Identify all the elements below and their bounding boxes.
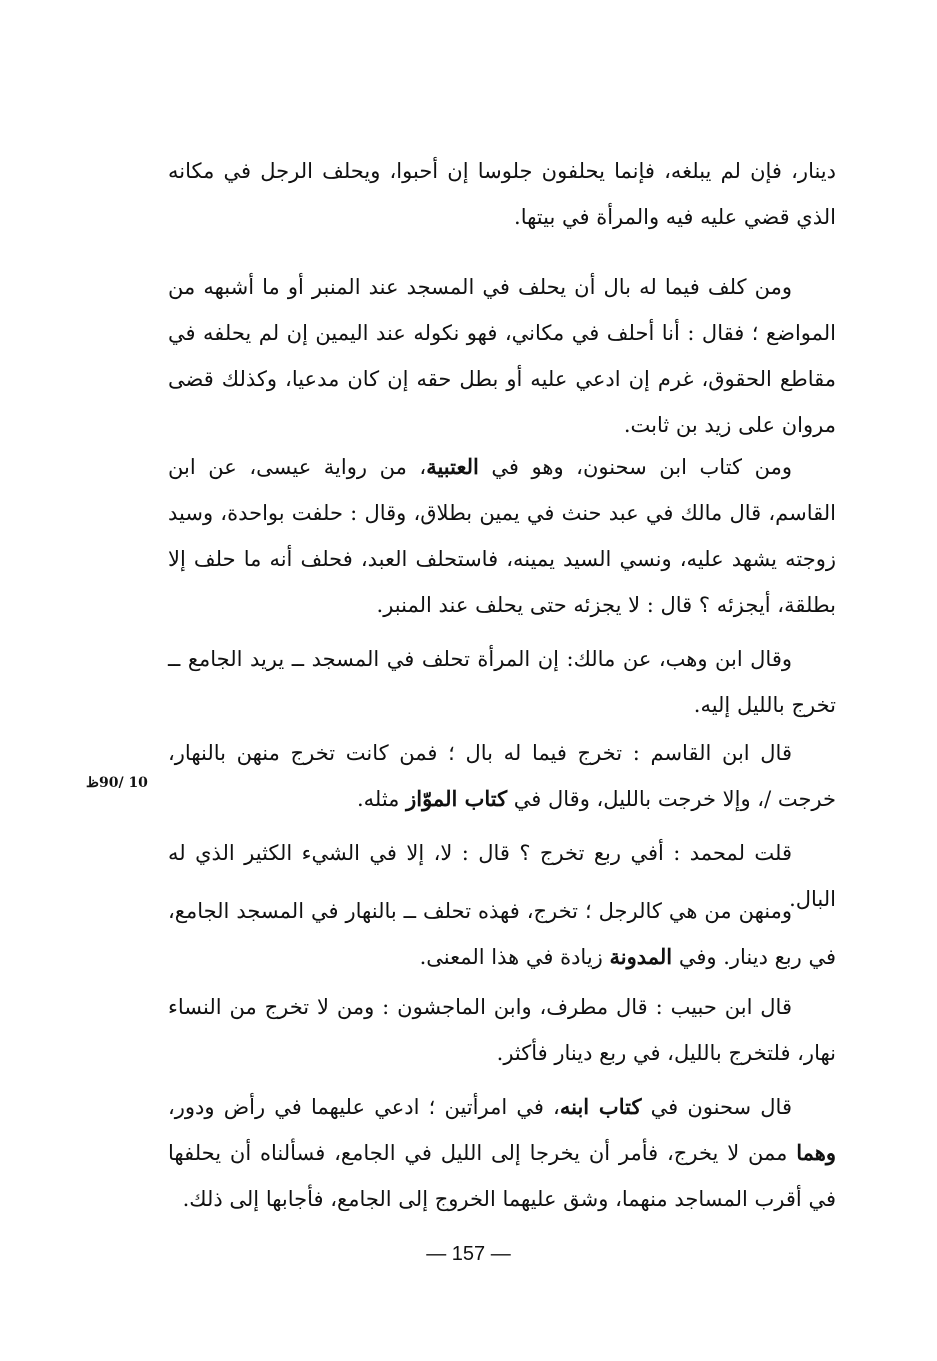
paragraph-text: قال سحنون في — [641, 1095, 792, 1119]
book-title-bold: كتاب الموّاز — [406, 786, 508, 811]
page-number: — 157 — — [426, 1243, 511, 1265]
paragraph-text: وقال ابن وهب، عن مالك: إن المرأة تحلف في المسجد ــ يريد الجامع ــ تخرج بالليل إليه. — [168, 647, 836, 717]
paragraph-text: ، من رواية عيسى، عن ابن القاسم، قال مالك في عبد حنث في يمين بطلاق، وقال : حلفت بواحدة، وسيد زوجته يشهد عليه، ونسي السيد يمينه، فاستحلف العبد، فحلف أنه ما حلف إلا بطلقة، أيجزئه ؟ قال : لا يجزئه حتى يحلف عند المنبر. — [168, 455, 836, 617]
emphasis-bold: وهما — [796, 1140, 836, 1165]
paragraph-text: قال ابن حبيب : قال مطرف، وابن الماجشون : ومن لا تخرج من النساء نهار، فلتخرج بالليل، في ربع دينار فأكثر. — [168, 995, 836, 1065]
margin-manuscript-reference: 10 /90ظ — [86, 775, 148, 791]
paragraph-1 — [168, 148, 836, 240]
paragraph-text: مثله. — [356, 787, 407, 811]
paragraph-text: ومنهن من هي كالرجل ؛ تخرج، فهذه تحلف ــ بالنهار في المسجد الجامع، في ربع دينار. وفي — [168, 899, 836, 969]
paragraph-text: دينار، فإن لم يبلغه، فإنما يحلفون جلوسا إن أحبوا، ويحلف الرجل في مكانه الذي قضي عليه فيه والمرأة في بيتها. — [168, 159, 836, 229]
book-title-bold: كتاب ابنه — [559, 1094, 642, 1119]
paragraph-9 — [168, 1084, 836, 1222]
paragraph-3 — [168, 444, 836, 628]
paragraph-text: زيادة في هذا المعنى. — [419, 945, 610, 969]
paragraph-8 — [168, 984, 836, 1076]
paragraph-text: ، في امرأتين ؛ ادعي عليهما في رأض ودور، — [168, 1095, 560, 1119]
paragraph-2 — [168, 264, 836, 448]
paragraph-7 — [168, 888, 836, 980]
paragraph-text: قال ابن القاسم : تخرج فيما له بال ؛ فمن كانت تخرج منهن بالنهار، خرجت /، وإلا خرجت بالليل، وقال في — [168, 741, 836, 811]
paragraph-4 — [168, 636, 836, 728]
paragraph-text: ومن كتاب ابن سحنون، وهو في — [478, 455, 792, 479]
book-title-bold: العتبية — [426, 454, 479, 479]
paragraph-text: قلت لمحمد : أفي ربع تخرج ؟ قال : لا، إلا في الشيء الكثير الذي له البال. — [168, 841, 836, 911]
paragraph-text: ممن لا يخرج، فأمر أن يخرجا إلى الليل في الجامع، فسألناه أن يحلفها في أقرب المساجد منهما، وشق عليهما الخروج إلى الجامع، فأجابها إلى ذلك. — [168, 1141, 836, 1211]
paragraph-5 — [168, 730, 836, 822]
paragraph-text: ومن كلف فيما له بال أن يحلف في المسجد عند المنبر أو ما أشبهه من المواضع ؛ فقال : أنا أحلف في مكاني، فهو نكوله عند اليمين إن لم يحلفه في مقاطع الحقوق، غرم إن ادعي عليه أو بطل حقه إن كان مدعيا، وكذلك قضى مروان على زيد بن ثابت. — [168, 275, 836, 437]
book-title-bold: المدونة — [609, 944, 673, 969]
